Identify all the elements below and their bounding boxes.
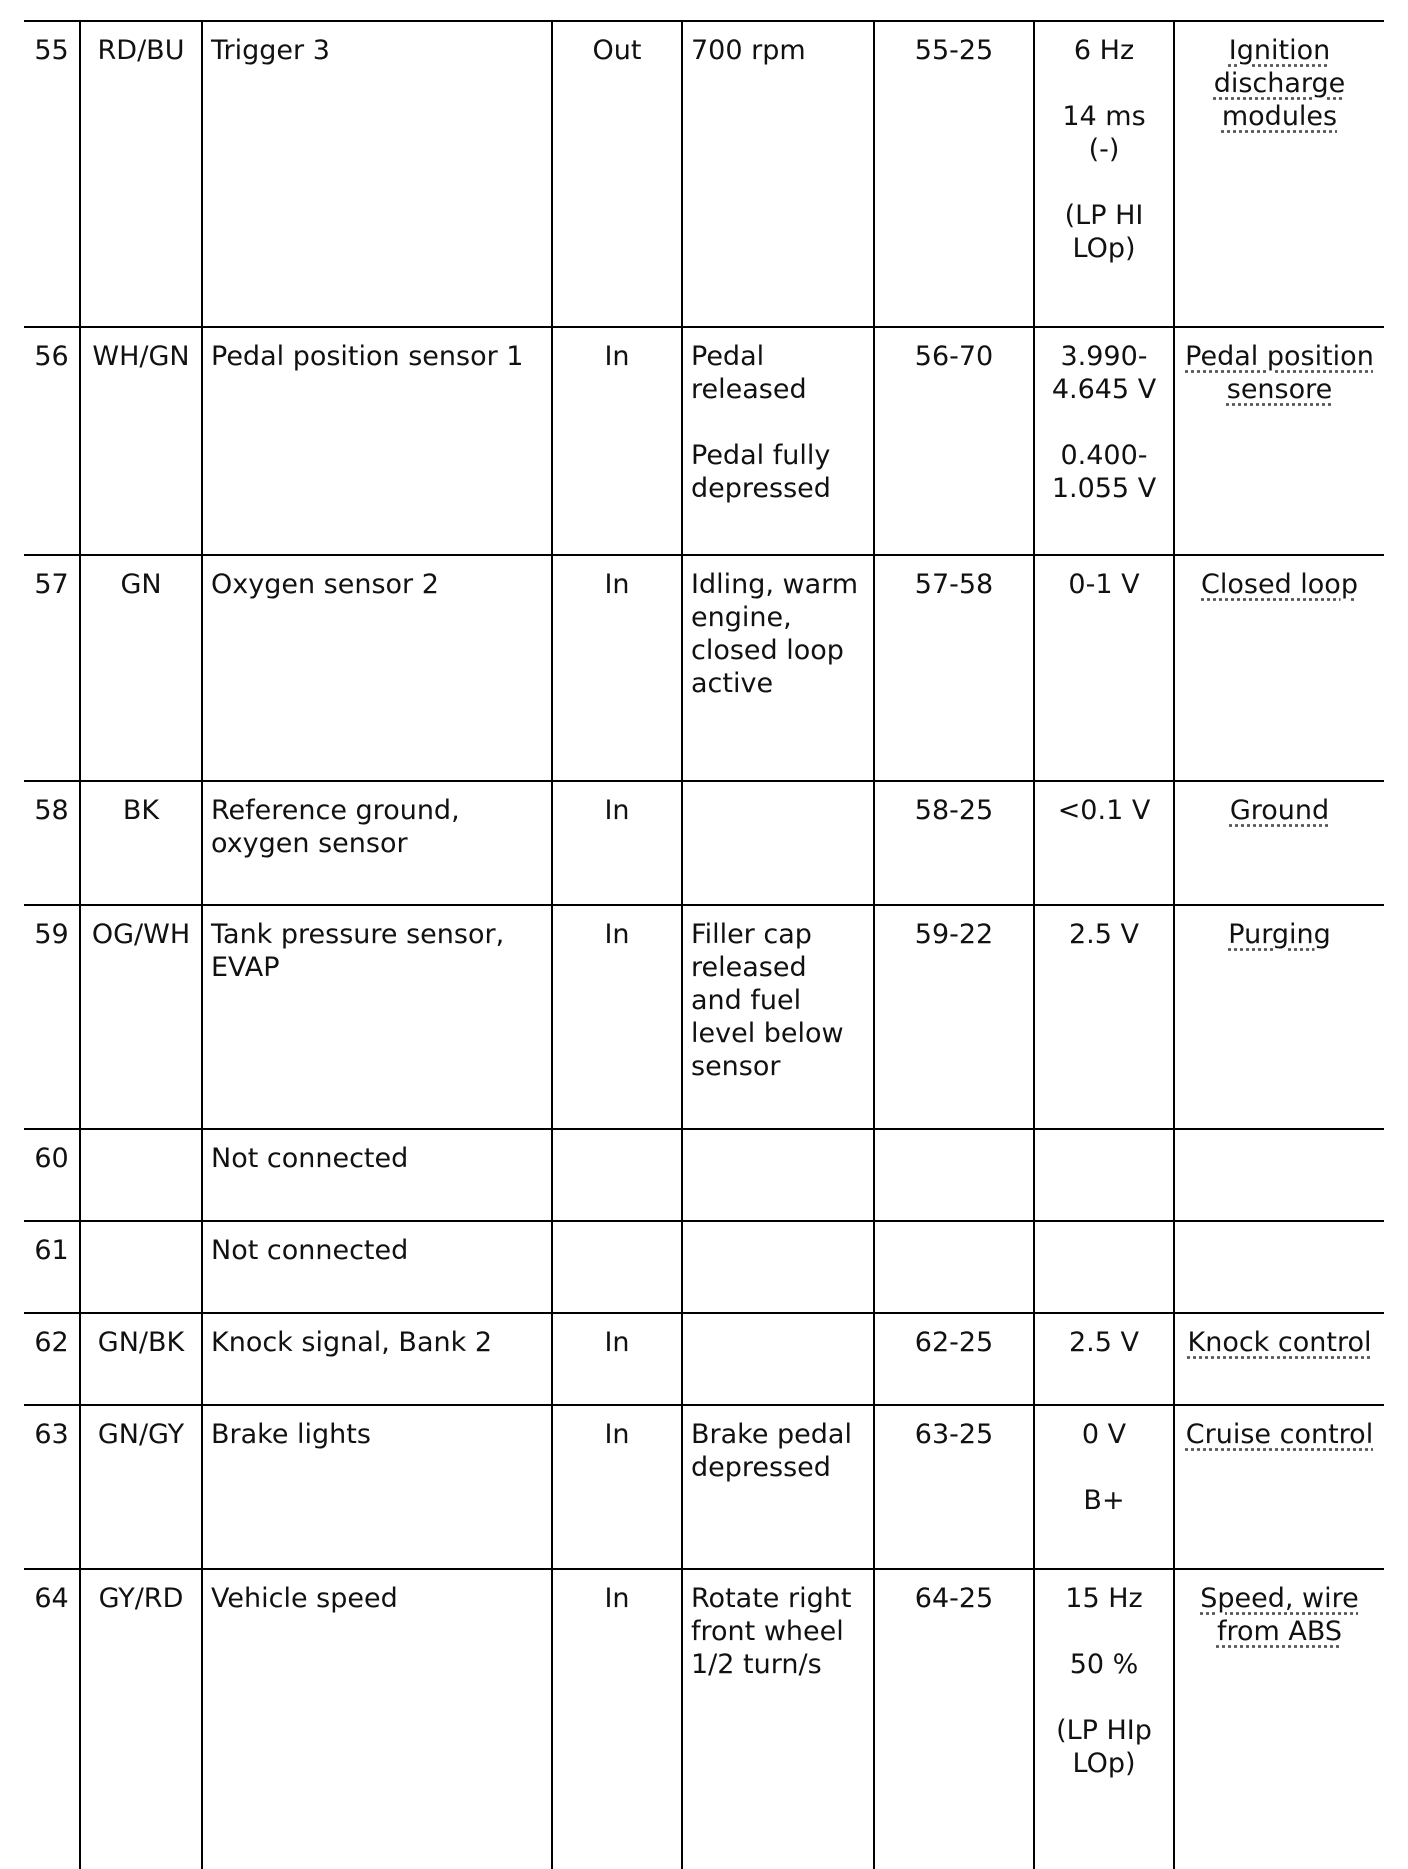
table-row: [24, 327, 1384, 555]
measure-between-pins: [874, 1129, 1034, 1221]
function-link[interactable]: Ignition discharge modules: [1213, 35, 1346, 132]
function-cell: [1174, 905, 1384, 1129]
signal-direction: In: [552, 1313, 682, 1405]
test-condition: [682, 1405, 874, 1569]
nominal-value: [1034, 1129, 1174, 1221]
value-text: B+: [1083, 1485, 1125, 1516]
value-text: <0.1 V: [1057, 795, 1151, 826]
condition-text: Idling, warm engine, closed loop active: [691, 569, 859, 699]
test-condition: [682, 1129, 874, 1221]
wire-color: [80, 1221, 202, 1313]
measure-between-pins: 55-25: [874, 21, 1034, 327]
wire-color: BK: [80, 781, 202, 905]
function-cell: [1174, 1129, 1384, 1221]
pin-number: 62: [24, 1313, 80, 1405]
test-condition: [682, 1569, 874, 1869]
measure-between-pins: 56-70: [874, 327, 1034, 555]
table-row: [24, 781, 1384, 905]
value-text: (LP HIp LOp): [1056, 1715, 1152, 1779]
pin-number: 63: [24, 1405, 80, 1569]
pin-number: 61: [24, 1221, 80, 1313]
function-link[interactable]: Speed, wire from ABS: [1200, 1583, 1359, 1647]
signal-direction: In: [552, 781, 682, 905]
measure-between-pins: 63-25: [874, 1405, 1034, 1569]
measure-between-pins: [874, 1221, 1034, 1313]
function-cell: [1174, 555, 1384, 781]
signal-description: Vehicle speed: [202, 1569, 552, 1869]
measure-between-pins: 64-25: [874, 1569, 1034, 1869]
table-row: [24, 1221, 1384, 1313]
signal-direction: In: [552, 555, 682, 781]
table-row: [24, 1313, 1384, 1405]
signal-direction: In: [552, 1569, 682, 1869]
condition-text: Pedal released: [691, 341, 807, 405]
table-row: [24, 555, 1384, 781]
function-cell: [1174, 327, 1384, 555]
nominal-value: [1034, 327, 1174, 555]
nominal-value: [1034, 905, 1174, 1129]
function-link[interactable]: Cruise control: [1185, 1419, 1374, 1450]
table-row: [24, 1129, 1384, 1221]
table-row: [24, 905, 1384, 1129]
wire-color: [80, 1129, 202, 1221]
signal-description: Oxygen sensor 2: [202, 555, 552, 781]
function-cell: [1174, 21, 1384, 327]
pin-number: 55: [24, 21, 80, 327]
signal-description: Not connected: [202, 1129, 552, 1221]
signal-direction: In: [552, 327, 682, 555]
function-cell: [1174, 781, 1384, 905]
function-link[interactable]: Purging: [1228, 919, 1331, 950]
pinout-sheet: [24, 20, 1384, 1869]
function-cell: [1174, 1405, 1384, 1569]
value-text: 2.5 V: [1069, 919, 1139, 950]
value-text: 0-1 V: [1068, 569, 1140, 600]
value-text: 2.5 V: [1069, 1327, 1139, 1358]
nominal-value: [1034, 1569, 1174, 1869]
signal-direction: Out: [552, 21, 682, 327]
wire-color: RD/BU: [80, 21, 202, 327]
condition-text: Filler cap released and fuel level below sensor: [691, 919, 844, 1082]
nominal-value: [1034, 555, 1174, 781]
function-link[interactable]: Knock control: [1187, 1327, 1372, 1358]
table-row: [24, 1405, 1384, 1569]
measure-between-pins: 58-25: [874, 781, 1034, 905]
nominal-value: [1034, 1405, 1174, 1569]
condition-text: 700 rpm: [691, 35, 806, 66]
test-condition: [682, 327, 874, 555]
wire-color: GN/BK: [80, 1313, 202, 1405]
pin-number: 64: [24, 1569, 80, 1869]
wire-color: GN: [80, 555, 202, 781]
signal-description: Tank pressure sensor, EVAP: [202, 905, 552, 1129]
signal-description: Reference ground, oxygen sensor: [202, 781, 552, 905]
nominal-value: [1034, 1313, 1174, 1405]
nominal-value: [1034, 781, 1174, 905]
value-text: 6 Hz: [1073, 35, 1135, 66]
function-link[interactable]: Ground: [1229, 795, 1330, 826]
value-text: 3.990-4.645 V: [1051, 341, 1157, 405]
signal-direction: [552, 1129, 682, 1221]
signal-description: Pedal position sensor 1: [202, 327, 552, 555]
measure-between-pins: 57-58: [874, 555, 1034, 781]
measure-between-pins: 59-22: [874, 905, 1034, 1129]
measure-between-pins: 62-25: [874, 1313, 1034, 1405]
signal-description: Knock signal, Bank 2: [202, 1313, 552, 1405]
condition-text: Rotate right front wheel 1/2 turn/s: [691, 1583, 852, 1680]
value-text: (LP HI LOp): [1064, 200, 1144, 264]
wire-color: GY/RD: [80, 1569, 202, 1869]
test-condition: [682, 1313, 874, 1405]
test-condition: [682, 555, 874, 781]
function-link[interactable]: Closed loop: [1201, 569, 1358, 600]
function-cell: [1174, 1569, 1384, 1869]
value-text: 0 V: [1081, 1419, 1127, 1450]
pin-number: 60: [24, 1129, 80, 1221]
signal-direction: In: [552, 905, 682, 1129]
function-link[interactable]: Pedal position sensore: [1185, 341, 1374, 405]
pin-number: 56: [24, 327, 80, 555]
signal-description: Not connected: [202, 1221, 552, 1313]
pinout-rows: [24, 21, 1384, 1869]
table-row: [24, 21, 1384, 327]
nominal-value: [1034, 1221, 1174, 1313]
value-text: 15 Hz: [1065, 1583, 1143, 1614]
signal-description: Brake lights: [202, 1405, 552, 1569]
wire-color: GN/GY: [80, 1405, 202, 1569]
function-cell: [1174, 1221, 1384, 1313]
nominal-value: [1034, 21, 1174, 327]
test-condition: [682, 1221, 874, 1313]
signal-direction: In: [552, 1405, 682, 1569]
pin-number: 59: [24, 905, 80, 1129]
condition-text: Brake pedal depressed: [691, 1419, 852, 1483]
value-text: 50 %: [1069, 1649, 1139, 1680]
table-row: [24, 1569, 1384, 1869]
condition-text: Pedal fully depressed: [691, 440, 831, 504]
pinout-table: [24, 20, 1384, 1869]
value-text: 0.400-1.055 V: [1051, 440, 1157, 504]
signal-description: Trigger 3: [202, 21, 552, 327]
value-text: 14 ms (-): [1062, 101, 1146, 165]
wire-color: WH/GN: [80, 327, 202, 555]
test-condition: [682, 905, 874, 1129]
function-cell: [1174, 1313, 1384, 1405]
pin-number: 58: [24, 781, 80, 905]
wire-color: OG/WH: [80, 905, 202, 1129]
signal-direction: [552, 1221, 682, 1313]
test-condition: [682, 21, 874, 327]
pin-number: 57: [24, 555, 80, 781]
test-condition: [682, 781, 874, 905]
